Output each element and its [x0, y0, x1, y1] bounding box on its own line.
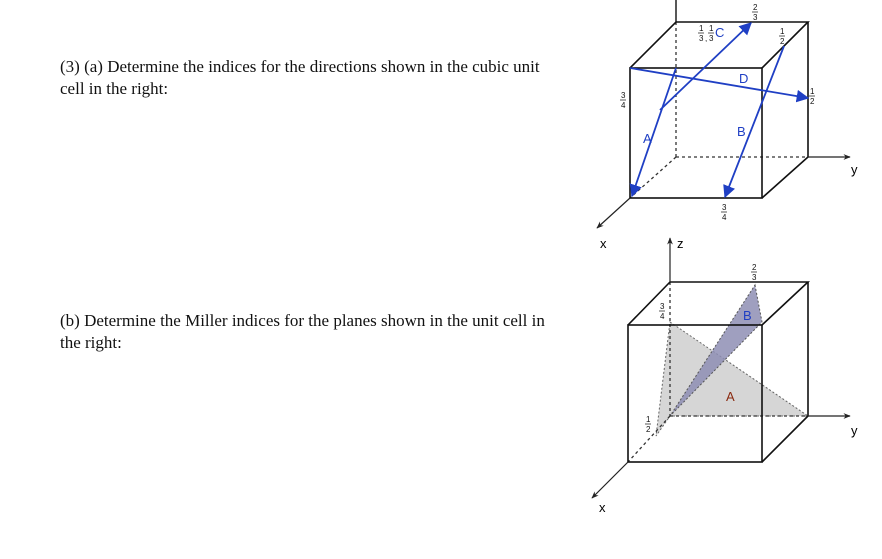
svg-text:1: 1 [709, 24, 714, 33]
frac-two-thirds-top [752, 3, 758, 22]
bottom-cube-right-edges [762, 282, 808, 462]
top-x-axis [597, 198, 630, 228]
svg-text:3: 3 [752, 273, 757, 282]
svg-text:3: 3 [660, 302, 665, 311]
svg-text:3: 3 [722, 203, 727, 212]
svg-text:2: 2 [752, 263, 757, 272]
svg-text:1: 1 [699, 24, 704, 33]
direction-a-label: A [643, 131, 652, 146]
svg-text:1: 1 [810, 87, 815, 96]
plane-b-label: B [743, 308, 752, 323]
direction-b-label: B [737, 124, 746, 139]
svg-text:4: 4 [660, 312, 665, 321]
question-b-text: (b) Determine the Miller indices for the planes shown in the unit cell in the right: [60, 311, 545, 352]
frac-half-bottom-cube [645, 415, 651, 434]
svg-text:3: 3 [709, 34, 714, 43]
bottom-z-axis-label: z [677, 236, 684, 251]
direction-a-arrow [632, 68, 676, 196]
svg-text:3: 3 [753, 13, 758, 22]
frac-three-quarters-left [620, 91, 626, 110]
frac-half-top-edge [779, 27, 785, 46]
svg-text:2: 2 [646, 425, 651, 434]
frac-three-quarters-bottom [721, 203, 727, 222]
top-cube-hidden-edge-x [630, 157, 676, 198]
top-cube-diagram [597, 0, 858, 251]
svg-text:1: 1 [780, 27, 785, 36]
direction-d-label: D [739, 71, 749, 86]
svg-text:4: 4 [621, 101, 626, 110]
svg-text:3: 3 [621, 91, 626, 100]
direction-c-label: C [715, 25, 725, 40]
svg-text:1: 1 [646, 415, 651, 424]
svg-text:2: 2 [780, 37, 785, 46]
top-cube-right-edges [762, 22, 808, 198]
bottom-x-axis-label: x [599, 500, 606, 515]
bottom-y-axis-label: y [851, 423, 858, 438]
frac-two-thirds-bottom-cube [751, 263, 757, 282]
frac-half-right-edge [809, 87, 815, 106]
bottom-cube-top-face [628, 282, 808, 325]
frac-c-coordinates [698, 24, 714, 43]
svg-text:,: , [705, 34, 708, 43]
direction-d-arrow [630, 68, 808, 98]
frac-three-quarters-bottom-cube [659, 302, 665, 321]
svg-text:4: 4 [722, 213, 727, 222]
bottom-cube-diagram [592, 236, 858, 515]
top-y-axis-label: y [851, 162, 858, 177]
bottom-x-axis [592, 462, 628, 498]
question-a-text: (3) (a) Determine the indices for the directions shown in the cubic unit cell in the right: [60, 57, 540, 98]
svg-text:2: 2 [753, 3, 758, 12]
plane-a-label: A [726, 389, 735, 404]
svg-text:2: 2 [810, 97, 815, 106]
svg-text:3: 3 [699, 34, 704, 43]
top-x-axis-label: x [600, 236, 607, 251]
